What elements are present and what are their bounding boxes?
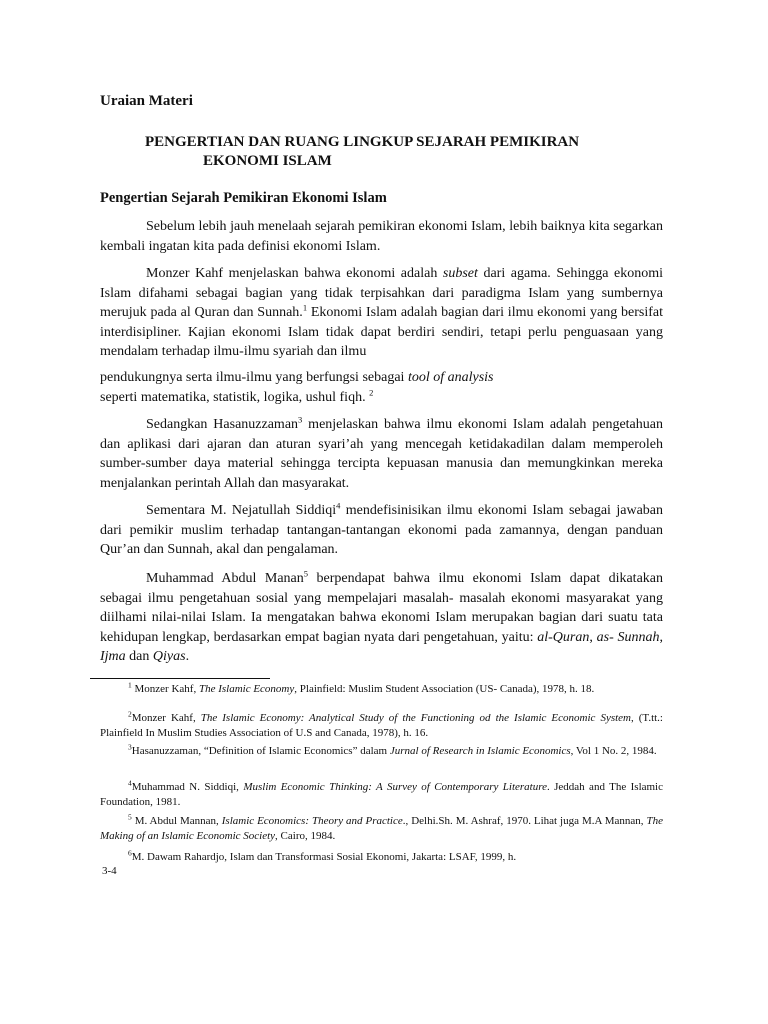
page-title xyxy=(145,133,665,171)
footnote-divider xyxy=(90,678,270,679)
footnote-3 xyxy=(100,744,663,759)
footnote-2-title: The Islamic Economy: Analytical Study of the Functioning od the Islamic Economic System xyxy=(200,712,631,724)
footnote-2-text-b: , (T.tt.: Plainfield In Muslim Studies Association of U.S and Canada, 1978), h. 16. xyxy=(100,712,663,739)
footnote-ref-5: 5 xyxy=(303,568,309,579)
paragraph-2-text-b: dari agama. Sehingga ekonomi Islam difahami sebagai bagian yang tidak terpisahkan dari paradigma Islam yang sumbernya merujuk pada al Quran dan Sunnah. xyxy=(100,266,663,321)
footnote-5-text-b: ., Delhi.Sh. M. Ashraf, 1970. Lihat juga M.A Mannan, xyxy=(402,815,647,827)
paragraph-2-text-d1: pendukungnya serta ilmu-ilmu yang berfungsi sebagai xyxy=(100,370,408,385)
footnote-5-title-2: The Making of an Islamic Economic Society xyxy=(100,815,663,842)
separator: , xyxy=(589,629,597,645)
paragraph-1 xyxy=(100,217,663,256)
paragraph-4-text-a: Sementara M. Nejatullah Siddiqi xyxy=(146,503,337,518)
paragraph-2-continued xyxy=(100,368,620,407)
footnote-5 xyxy=(100,814,663,843)
paragraph-2-text-a: Monzer Kahf menjelaskan bahwa ekonomi adalah xyxy=(146,266,443,281)
footnote-5-text-a: M. Abdul Mannan, xyxy=(131,815,222,827)
page-number: 3-4 xyxy=(102,865,117,877)
footnote-5-title: Islamic Economics: Theory and Practice xyxy=(221,815,403,827)
paragraph-4-text-b: mendefisinisikan ilmu ekonomi Islam sebagai jawaban dari pemikir muslim terhadap tantangan-tantangan ekonomi pada zamannya, dengan panduan Qur’an dan Sunnah, akal dan pengalaman. xyxy=(100,503,663,558)
term-as-sunnah: as- Sunnah xyxy=(596,629,660,645)
title-line-1: PENGERTIAN DAN RUANG LINGKUP SEJARAH PEMIKIRAN xyxy=(145,134,580,150)
footnote-ref-3: 3 xyxy=(298,414,303,425)
footnote-3-text-b: , Vol 1 No. 2, 1984. xyxy=(570,745,657,757)
footnote-1-text-b: , Plainfield: Muslim Student Association (US- Canada), 1978, h. 18. xyxy=(294,683,595,695)
footnote-ref-2: 2 xyxy=(369,386,374,397)
footnote-4 xyxy=(100,780,663,809)
paragraph-2 xyxy=(100,264,663,362)
footnote-5-text-c: , Cairo, 1984. xyxy=(275,829,336,842)
term-tool-of-analysis: tool of analysis xyxy=(407,370,494,385)
footnote-2-number: 2 xyxy=(128,709,132,719)
term-subset: subset xyxy=(442,266,478,281)
term-al-quran: al-Quran xyxy=(537,629,590,645)
section-label: Uraian Materi xyxy=(100,93,193,109)
paragraph-5-text-b: berpendapat bahwa ilmu ekonomi Islam dapat dikatakan sebagai ilmu pengetahuan sosial yang mempelajari masalah- masalah ekonomi masyarakat yang diilhami nilai-nilai Islam. Ia mengatakan bahwa ekonomi Islam merupakan bagian dari suatu tata kehidupan lengkap, berdasarkan empat bagian nyata dari pengetahuan, yaitu: xyxy=(100,571,664,645)
footnote-6-text: M. Dawam Rahardjo, Islam dan Transformasi Sosial Ekonomi, Jakarta: LSAF, 1999, h. xyxy=(131,851,517,863)
footnote-4-text-b: . Jeddah and The Islamic Foundation, 1981. xyxy=(100,781,664,808)
title-line-2: EKONOMI ISLAM xyxy=(203,153,332,169)
footnote-1 xyxy=(100,682,663,697)
separator: , xyxy=(659,629,663,645)
paragraph-5-text-a: Muhammad Abdul Manan xyxy=(146,571,304,586)
paragraph-2-text-d2: seperti matematika, statistik, logika, ushul fiqh. xyxy=(100,389,370,405)
footnote-ref-4: 4 xyxy=(336,500,341,511)
footnote-3-number: 3 xyxy=(128,742,132,752)
footnote-6-number: 6 xyxy=(128,848,132,858)
paragraph-4 xyxy=(100,501,663,560)
term-qiyas: Qiyas xyxy=(152,649,186,665)
subheading: Pengertian Sejarah Pemikiran Ekonomi Islam xyxy=(100,190,387,206)
footnote-3-title: Jurnal of Research in Islamic Economics xyxy=(389,745,571,757)
footnote-3-text-a: Hasanuzzaman, “Definition of Islamic Economics” dalam xyxy=(131,745,390,757)
period: . xyxy=(185,649,190,665)
paragraph-1-text: Sebelum lebih jauh menelaah sejarah pemikiran ekonomi Islam, lebih baiknya kita segarkan kembali ingatan kita pada definisi ekonomi Islam. xyxy=(100,219,663,254)
paragraph-3-text-a: Sedangkan Hasanuzzaman xyxy=(146,417,299,432)
conjunction: dan xyxy=(125,649,153,665)
footnote-4-title: Muslim Economic Thinking: A Survey of Contemporary Literature xyxy=(243,781,547,793)
paragraph-2-text-c: Ekonomi Islam adalah bagian dari ilmu ekonomi yang bersifat interdisipliner. Kajian ekonomi Islam tidak dapat berdiri sendiri, tetapi perlu penguasaan yang mendalam terhadap ilmu-ilmu syariah dan ilmu xyxy=(100,305,664,360)
paragraph-5 xyxy=(100,569,663,667)
footnote-6 xyxy=(100,850,663,865)
footnote-2-text-a: Monzer Kahf, xyxy=(131,712,201,724)
footnote-5-number: 5 xyxy=(128,812,132,822)
footnote-ref-1: 1 xyxy=(302,302,308,313)
footnote-1-title: The Islamic Economy xyxy=(198,683,295,695)
footnote-2 xyxy=(100,711,663,740)
term-ijma: Ijma xyxy=(100,649,126,665)
footnote-4-number: 4 xyxy=(128,778,132,788)
footnote-1-number: 1 xyxy=(128,680,132,690)
footnote-1-text-a: Monzer Kahf, xyxy=(131,683,199,695)
paragraph-3 xyxy=(100,415,663,493)
footnote-4-text-a: Muhammad N. Siddiqi, xyxy=(131,781,244,793)
paragraph-3-text-b: menjelaskan bahwa ilmu ekonomi Islam adalah pengetahuan dan aplikasi dari ajaran dan aturan syari’ah yang mencegah ketidakadilan dalam memperoleh sumber-sumber daya material sehingga tercipta kepuasan manusia dan memungkinkan mereka menjalankan perintah Allah dan masyarakat. xyxy=(100,417,663,491)
